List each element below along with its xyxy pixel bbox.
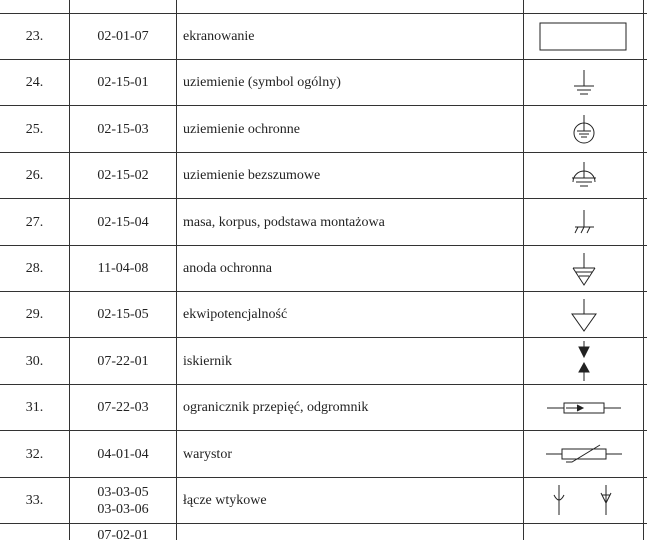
row-description: warystor bbox=[183, 446, 232, 462]
row-code bbox=[70, 14, 176, 59]
row-code bbox=[70, 292, 176, 337]
row-description: ogranicznik przepięć, odgromnik bbox=[183, 400, 369, 415]
code-line: 02-01-07 bbox=[97, 29, 149, 44]
table-row bbox=[0, 199, 647, 245]
screen-rect-icon bbox=[539, 21, 629, 53]
table-row bbox=[0, 292, 647, 337]
row-description: łącze wtykowe bbox=[183, 493, 267, 508]
row-description: uziemienie bezszumowe bbox=[183, 168, 321, 183]
row-symbol bbox=[525, 60, 643, 105]
row-number: 23. bbox=[25, 29, 44, 44]
row-symbol bbox=[525, 478, 643, 523]
row-description: iskiernik bbox=[183, 353, 232, 369]
table-row bbox=[0, 338, 647, 384]
code-line: 11-04-08 bbox=[97, 261, 149, 276]
row-number: 30. bbox=[25, 353, 44, 369]
row-symbol bbox=[525, 338, 643, 384]
code-line: 02-15-05 bbox=[97, 307, 149, 322]
row-code bbox=[70, 153, 176, 198]
row-symbol bbox=[525, 385, 643, 430]
row-description: uziemienie ochronne bbox=[183, 121, 301, 137]
table-row bbox=[0, 14, 647, 59]
row-symbol bbox=[525, 246, 643, 291]
row-symbol bbox=[525, 292, 643, 337]
row-symbol bbox=[525, 199, 643, 245]
table-row bbox=[0, 60, 647, 105]
code-line: 02-15-04 bbox=[97, 214, 149, 230]
code-line: 02-15-03 bbox=[97, 121, 149, 137]
code-line: 07-22-03 bbox=[97, 400, 149, 415]
row-code bbox=[70, 338, 176, 384]
row-code bbox=[70, 246, 176, 291]
row-number: 29. bbox=[25, 307, 44, 322]
row-divider bbox=[0, 523, 647, 524]
code-line: 02-15-02 bbox=[97, 168, 149, 183]
row-code bbox=[70, 385, 176, 430]
protective-earth-icon bbox=[564, 109, 604, 149]
row-symbol bbox=[525, 14, 643, 59]
row-description: uziemienie (symbol ogólny) bbox=[183, 75, 341, 90]
table-row bbox=[0, 431, 647, 477]
row-code bbox=[70, 431, 176, 477]
row-code bbox=[70, 60, 176, 105]
code-line: 04-01-04 bbox=[97, 446, 149, 462]
row-number: 33. bbox=[25, 493, 44, 508]
row-description: anoda ochronna bbox=[183, 261, 273, 276]
protective-anode-icon bbox=[564, 249, 604, 289]
code-line: 07-22-01 bbox=[97, 353, 149, 369]
row-code bbox=[70, 199, 176, 245]
row-description: masa, korpus, podstawa montażowa bbox=[183, 214, 385, 230]
row-number: 31. bbox=[25, 400, 44, 415]
row-description: ekranowanie bbox=[183, 29, 255, 44]
row-symbol bbox=[525, 431, 643, 477]
row-number: 24. bbox=[25, 75, 44, 90]
chassis-ground-icon bbox=[564, 202, 604, 242]
row-number: 27. bbox=[25, 214, 44, 230]
surge-arrester-icon bbox=[544, 398, 624, 418]
table-row bbox=[0, 478, 647, 523]
code-line: 02-15-01 bbox=[97, 75, 149, 90]
row-description: ekwipotencjalność bbox=[183, 307, 288, 322]
table-row bbox=[0, 385, 647, 430]
row-number: 28. bbox=[25, 261, 44, 276]
code-line: 03-03-05 bbox=[97, 484, 149, 500]
row-code bbox=[70, 478, 176, 523]
noiseless-earth-icon bbox=[564, 156, 604, 196]
row-code bbox=[70, 106, 176, 152]
plug-connector-icon bbox=[544, 481, 624, 521]
spark-gap-icon bbox=[564, 339, 604, 383]
code-line: 03-03-06 bbox=[97, 501, 149, 517]
row-symbol bbox=[525, 153, 643, 198]
partial-row-code: 07-02-01 bbox=[97, 528, 149, 543]
row-number: 26. bbox=[25, 168, 44, 183]
row-number: 25. bbox=[25, 121, 44, 137]
earth-ground-icon bbox=[564, 63, 604, 103]
equipotential-icon bbox=[564, 295, 604, 335]
row-symbol bbox=[525, 106, 643, 152]
table-row bbox=[0, 153, 647, 198]
row-number: 32. bbox=[25, 446, 44, 462]
table-row bbox=[0, 106, 647, 152]
varistor-icon bbox=[544, 442, 624, 466]
table-row bbox=[0, 246, 647, 291]
